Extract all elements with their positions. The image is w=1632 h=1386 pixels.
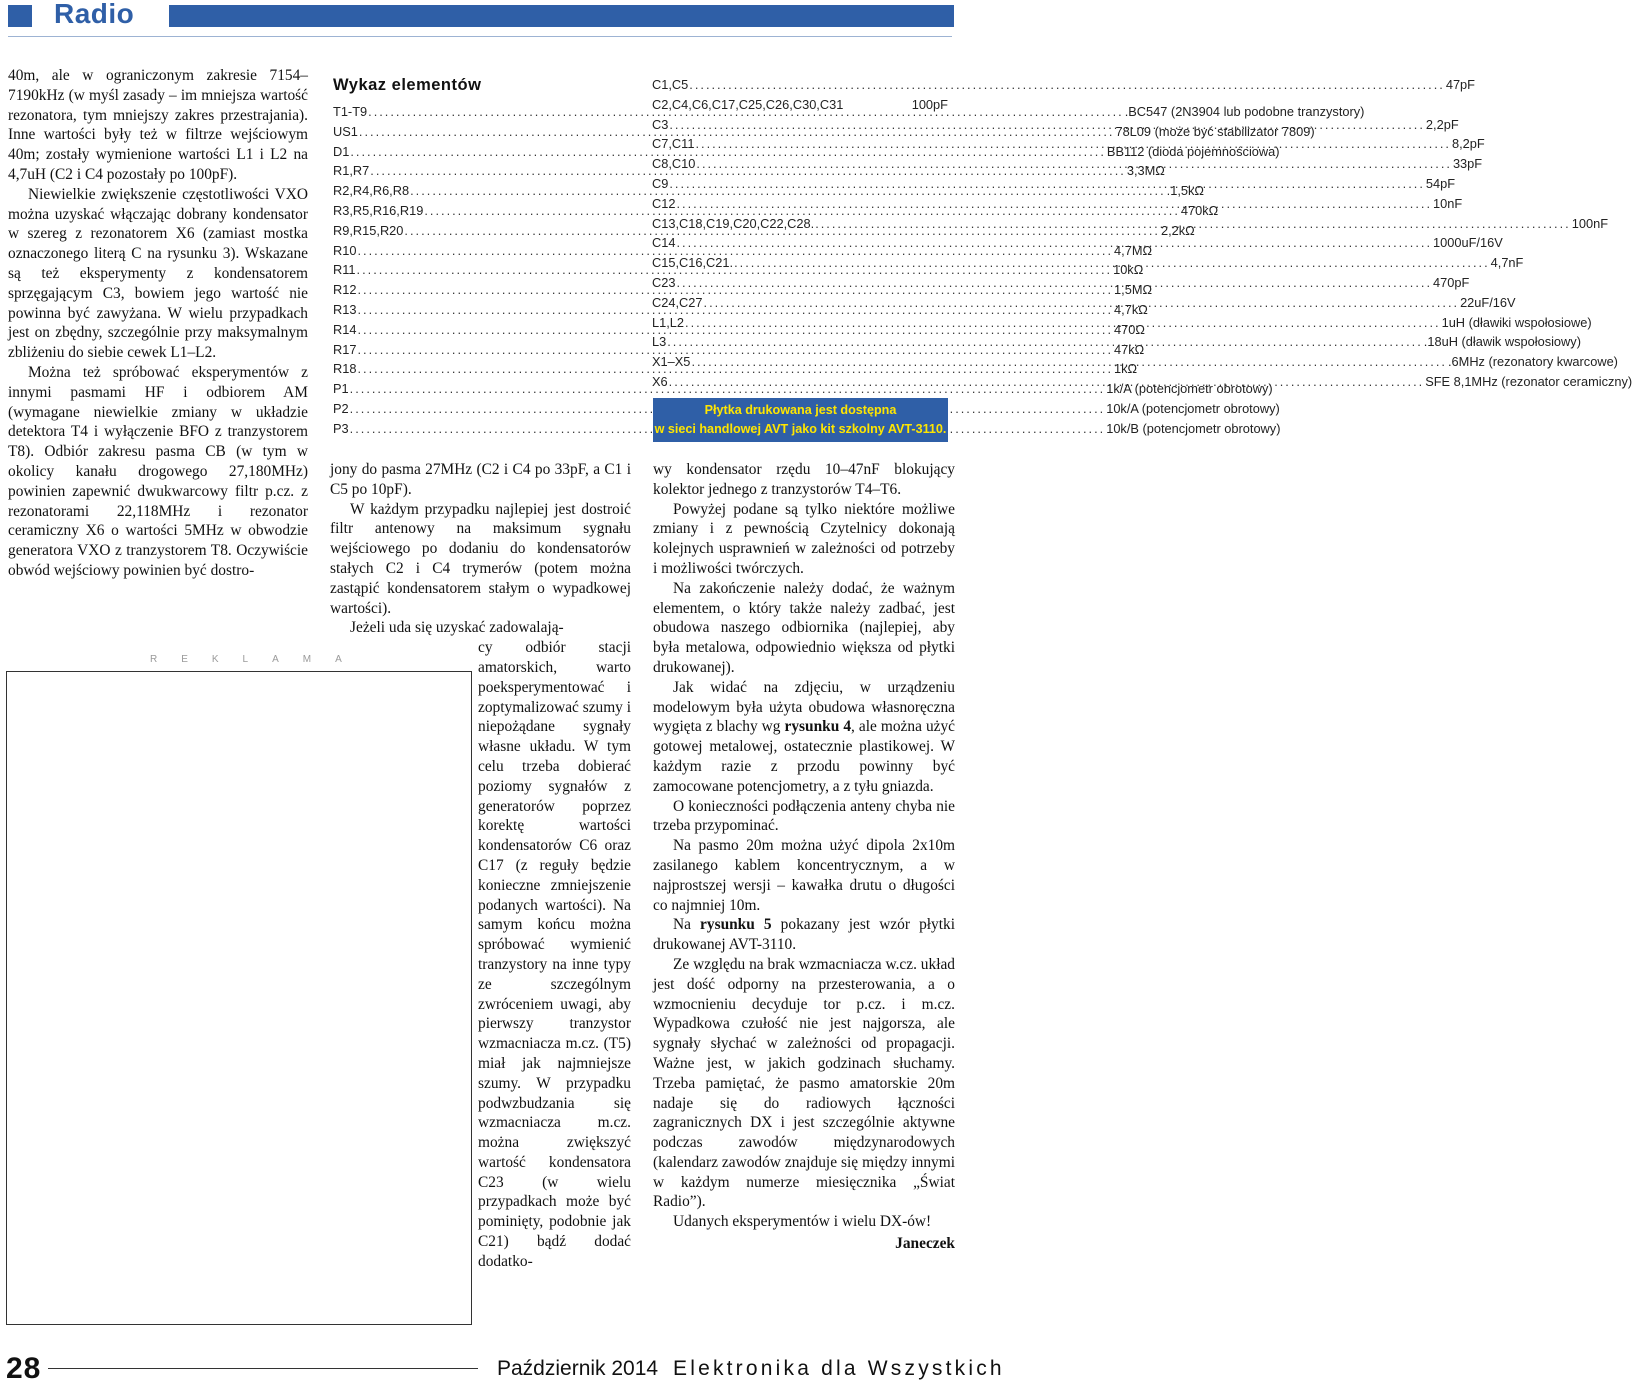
part-reference: P1 bbox=[333, 381, 349, 397]
part-reference: X1–X5 bbox=[652, 354, 691, 370]
article-column-1 bbox=[8, 66, 308, 581]
paragraph: O konieczności podłączenia anteny chyba nie trzeba przypominać. bbox=[653, 797, 955, 835]
part-reference: C24,C27 bbox=[652, 294, 703, 310]
part-value: 1000uF/16V bbox=[1433, 235, 1503, 251]
part-value: 10kΩ bbox=[1113, 262, 1144, 278]
part-value: .18uH (dławik wspołosiowy) bbox=[1423, 334, 1581, 350]
part-value: 8,2pF bbox=[1452, 136, 1485, 152]
page-number: 28 bbox=[6, 1352, 42, 1385]
paragraph bbox=[653, 678, 955, 797]
part-value: 10k/B (potencjometr obrotowy) bbox=[1106, 420, 1281, 436]
dot-leader bbox=[676, 233, 1432, 253]
part-reference: T1-T9 bbox=[333, 104, 368, 119]
part-value: 470pF bbox=[1433, 274, 1470, 290]
part-value: 4,7kΩ bbox=[1114, 301, 1148, 317]
part-reference: R12 bbox=[333, 282, 357, 298]
dot-leader bbox=[676, 273, 1432, 293]
part-reference: C8,C10 bbox=[652, 156, 696, 172]
part-reference: C23 bbox=[652, 274, 676, 290]
part-value: 100nF bbox=[1571, 215, 1609, 231]
part-reference: R9,R15,R20 bbox=[333, 222, 404, 238]
text-run: , ale można użyć gotowej metalowej, ostatecznie plastikowej. W każdym razie z przodu powinny być zamocowane potencjometry, a z tyłu gniazda. bbox=[653, 718, 955, 795]
paragraph: Ze względu na brak wzmacniacza w.cz. układ jest dość odporny na przesterowania, a o wzmocnieniu decyduje tor p.cz. i m.cz. Wypadkowa czułość nie jest najgorsza, ale sygnały słychać w zależności od propagacji. Ważne jest, w jakich godzinach słuchamy. Trzeba pamiętać, że pasmo amatorskie 20m nadaje się do radiowych łączności zagranicznych DX i jest szczególnie aktywne podczas zawodów międzynarodowych (kalendarz zawodów znajduje się między innymi w każdym numerze miesięcznika „Świat Radio”). bbox=[653, 955, 955, 1211]
header-square bbox=[8, 5, 32, 27]
paragraph: jony do pasma 27MHz (C2 i C4 po 33pF, a C1 i C5 po 10pF). bbox=[330, 461, 631, 498]
article-column-3 bbox=[653, 460, 955, 1254]
part-reference: L1,L2 bbox=[652, 314, 685, 330]
author-signature: Janeczek bbox=[895, 1235, 955, 1253]
part-reference: C9 bbox=[652, 175, 669, 191]
dot-leader bbox=[685, 313, 1441, 333]
parts-list-title: Wykaz elementów bbox=[333, 76, 482, 94]
part-value: 4,7MΩ bbox=[1114, 242, 1153, 258]
part-reference: R18 bbox=[333, 361, 357, 377]
article-column-2 bbox=[330, 460, 631, 1272]
part-reference: X6 bbox=[652, 373, 668, 389]
part-value: 100pF bbox=[911, 96, 948, 112]
part-reference: C3 bbox=[652, 116, 669, 132]
part-value: 33pF bbox=[1452, 156, 1483, 172]
paragraph: Na pasmo 20m można użyć dipola 2x10m zasilanego kablem koncentrycznym, a w najprostszej wersji – kawałka drutu o długości co najmniej 10m. bbox=[653, 837, 955, 914]
part-reference: R17 bbox=[333, 341, 357, 357]
part-value: 470Ω bbox=[1114, 321, 1145, 337]
avt-notice-line: Płytka drukowana jest dostępna bbox=[704, 403, 897, 417]
magazine-name: Elektronika dla Wszystkich bbox=[673, 1357, 1005, 1380]
part-value: 54pF bbox=[1425, 175, 1456, 191]
part-reference: R1,R7 bbox=[333, 163, 370, 179]
part-value: 22uF/16V bbox=[1460, 294, 1516, 310]
dot-leader bbox=[669, 372, 1425, 392]
dot-leader bbox=[815, 214, 1571, 234]
section-title: Radio bbox=[54, 0, 135, 29]
header-bar bbox=[169, 5, 954, 27]
part-value: 1,5MΩ bbox=[1114, 282, 1153, 298]
part-value: 2,2kΩ bbox=[1160, 222, 1195, 238]
part-reference: C1,C5 bbox=[652, 77, 689, 92]
dot-leader bbox=[704, 293, 1460, 313]
part-value: SFE 8,1MHz (rezonator ceramiczny) bbox=[1425, 373, 1632, 389]
part-value: .6MHz (rezonatory kwarcowe) bbox=[1447, 354, 1618, 370]
part-reference: D1 bbox=[333, 143, 350, 159]
paragraph bbox=[653, 915, 955, 955]
part-value: 1kΩ bbox=[1114, 361, 1138, 377]
issue-date: Październik 2014 bbox=[497, 1357, 659, 1380]
dot-leader bbox=[669, 115, 1425, 135]
dot-leader bbox=[695, 134, 1451, 154]
part-value: 1k/A (potencjometr obrotowy) bbox=[1106, 381, 1273, 397]
part-reference: C14 bbox=[652, 235, 676, 251]
part-value: 4,7nF bbox=[1490, 255, 1524, 271]
part-reference: R13 bbox=[333, 301, 357, 317]
avt-notice-line: w sieci handlowej AVT jako kit szkolny AVT-3110. bbox=[654, 422, 947, 436]
paragraph-wrapped: cy odbiór stacji amatorskich, warto poeksperymentować i zoptymalizować szumy i niepożądane sygnały własne układu. W tym celu trzeba dobierać poziomy sygnałów z generatorów poprzez korektę wartości kondensatorów C6 oraz C17 (z reguły będzie konieczne zmniejszenie podanych wartości). Na samym końcu można spróbować wymienić tranzystory na inne typy ze szczególnym zwróceniem uwagi, aby pierwszy tranzystor wzmacniacza m.cz. (T5) miał jak najmniejsze szumy. W przypadku podwzbudzania się wzmacniacza m.cz. można zwiększyć wartość kondensatora C23 (w wielu przypadkach może być pominięty, podobnie jak C21) bądź dodać dodatko- bbox=[478, 639, 632, 1270]
part-value: .BC547 (2N3904 lub podobne tranzystory) bbox=[1124, 104, 1365, 119]
part-reference: US1 bbox=[333, 123, 358, 139]
part-reference: R2,R4,R6,R8 bbox=[333, 183, 410, 199]
part-reference: C15,C16,C21. bbox=[652, 255, 734, 271]
figure-reference: rysunku 5 bbox=[700, 916, 772, 934]
part-value: 470kΩ bbox=[1180, 202, 1219, 218]
figure-reference: rysunku 4 bbox=[784, 718, 852, 736]
footer-rule bbox=[48, 1368, 478, 1369]
dot-leader bbox=[669, 174, 1425, 194]
paragraph: Jeżeli uda się uzyskać zadowalają- bbox=[350, 619, 564, 637]
part-reference: P2 bbox=[333, 400, 349, 416]
text-run: Na bbox=[673, 916, 701, 934]
part-value: 1uH (dławiki wspołosiowe) bbox=[1441, 314, 1592, 330]
part-reference: P3 bbox=[333, 420, 349, 436]
part-value: 47pF bbox=[1445, 77, 1475, 92]
part-value: 10k/A (potencjometr obrotowy) bbox=[1106, 400, 1280, 416]
part-reference: C2,C4,C6,C17,C25,C26,C30,C31 bbox=[652, 96, 844, 112]
parts-list-row bbox=[652, 95, 948, 115]
part-value: .1,5kΩ bbox=[1166, 183, 1204, 199]
paragraph: W każdym przypadku najlepiej jest dostroić filtr antenowy na maksimum sygnału wejściowego po dodaniu do kondensatorów stałych C2 i C4 trymerów (potem można zastąpić kondensatorem stałym o wypadkowej wartości). bbox=[330, 500, 631, 617]
text-run: pokazany jest wzór płytki drukowanej AVT-3110. bbox=[653, 916, 955, 954]
header-rule bbox=[8, 36, 952, 37]
paragraph: Powyżej podane są tylko niektóre możliwe zmiany i z pewnością Czytelnicy dokonają kolejnych usprawnień w zależności od potrzeby i możliwości twórczych. bbox=[653, 500, 955, 577]
paragraph: Można też spróbować eksperymentów z innymi pasmami HF i odbiorem AM (wymagane niewielkie zmiany w układzie detektora T4 i wyłączenie BFO z tranzystorem T8). Odbiór zakresu pasma CB (w tym w okolicy kanału drogowego 27,180MHz) powinien zapewnić dwukwarcowy filtr p.cz. z rezonatorami 22,118MHz i rezonator ceramiczny X6 o wartości 5MHz w obwodzie generatora VXO z tranzystorem T8. Oczywiście obwód wejściowy powinien być dostro- bbox=[8, 363, 308, 579]
part-value: 3,3MΩ bbox=[1126, 163, 1165, 179]
text-run: Jak widać na zdjęciu, w urządzeniu modelowym była użyta obudowa własnoręczna wygięta z blachy wg bbox=[653, 678, 955, 736]
part-reference: R3,R5,R16,R19 bbox=[333, 202, 424, 218]
part-value: BB112 (dioda pojemnościowa) bbox=[1106, 143, 1280, 159]
part-reference: L3 bbox=[652, 334, 667, 350]
paragraph: Na zakończenie należy dodać, że ważnym elementem, o który także należy zadbać, jest obudowa naszego odbiornika (najlepiej, aby była metalowa, odpowiednio większa od płytki drukowanej). bbox=[653, 579, 955, 676]
part-reference: C13,C18,C19,C20,C22,C28. bbox=[652, 215, 815, 231]
advertisement-label: REKLAMA bbox=[150, 654, 366, 665]
part-reference: C7,C11 bbox=[652, 136, 695, 152]
paragraph: Niewielkie zwiększenie częstotliwości VXO można uzyskać włączając dobrany kondensator w szereg z rezonatorem X6 (zamiast mostka oznaczonego literą C na rysunku 3). Wskazane są też eksperymenty z kondensatorem sprzęgającym C3, bowiem jego wartość nie powinna być zawyżana. W wielu przypadkach jest on zbędny, szczególnie przy maksymalnym zbliżeniu do siebie cewek L1–L2. bbox=[8, 185, 308, 362]
paragraph: wy kondensator rzędu 10–47nF blokujący kolektor jednego z tranzystorów T4–T6. bbox=[653, 461, 955, 498]
dot-leader bbox=[689, 75, 1445, 95]
part-value: 47kΩ bbox=[1114, 341, 1145, 357]
part-reference: R14 bbox=[333, 321, 357, 337]
parts-list-row bbox=[652, 75, 1475, 95]
avt-kit-notice bbox=[653, 398, 948, 442]
dot-leader bbox=[734, 253, 1490, 273]
part-value: 2,2pF bbox=[1425, 116, 1459, 132]
paragraph: Udanych eksperymentów i wielu DX-ów! bbox=[673, 1213, 932, 1231]
dot-leader bbox=[696, 154, 1452, 174]
part-reference: R10 bbox=[333, 242, 357, 258]
dot-leader bbox=[676, 194, 1432, 214]
part-value: 10nF bbox=[1433, 195, 1463, 211]
dot-leader bbox=[691, 352, 1447, 372]
paragraph: 40m, ale w ograniczonym zakresie 7154–7190kHz (w myśl zasady – im mniejsza wartość rezonatora, tym mniejszy zakres przestrajania). Inne wartości były też w filtrze wejściowym 40m; zostały wymienione wartości L1 i L2 na 4,7uH (C2 i C4 pozostały po 100pF). bbox=[8, 67, 308, 183]
part-value: 78L09 (może być stabilizator 7809) bbox=[1115, 123, 1315, 139]
part-reference: C12 bbox=[652, 195, 676, 211]
part-reference: R11 bbox=[333, 262, 356, 278]
dot-leader bbox=[667, 332, 1423, 352]
